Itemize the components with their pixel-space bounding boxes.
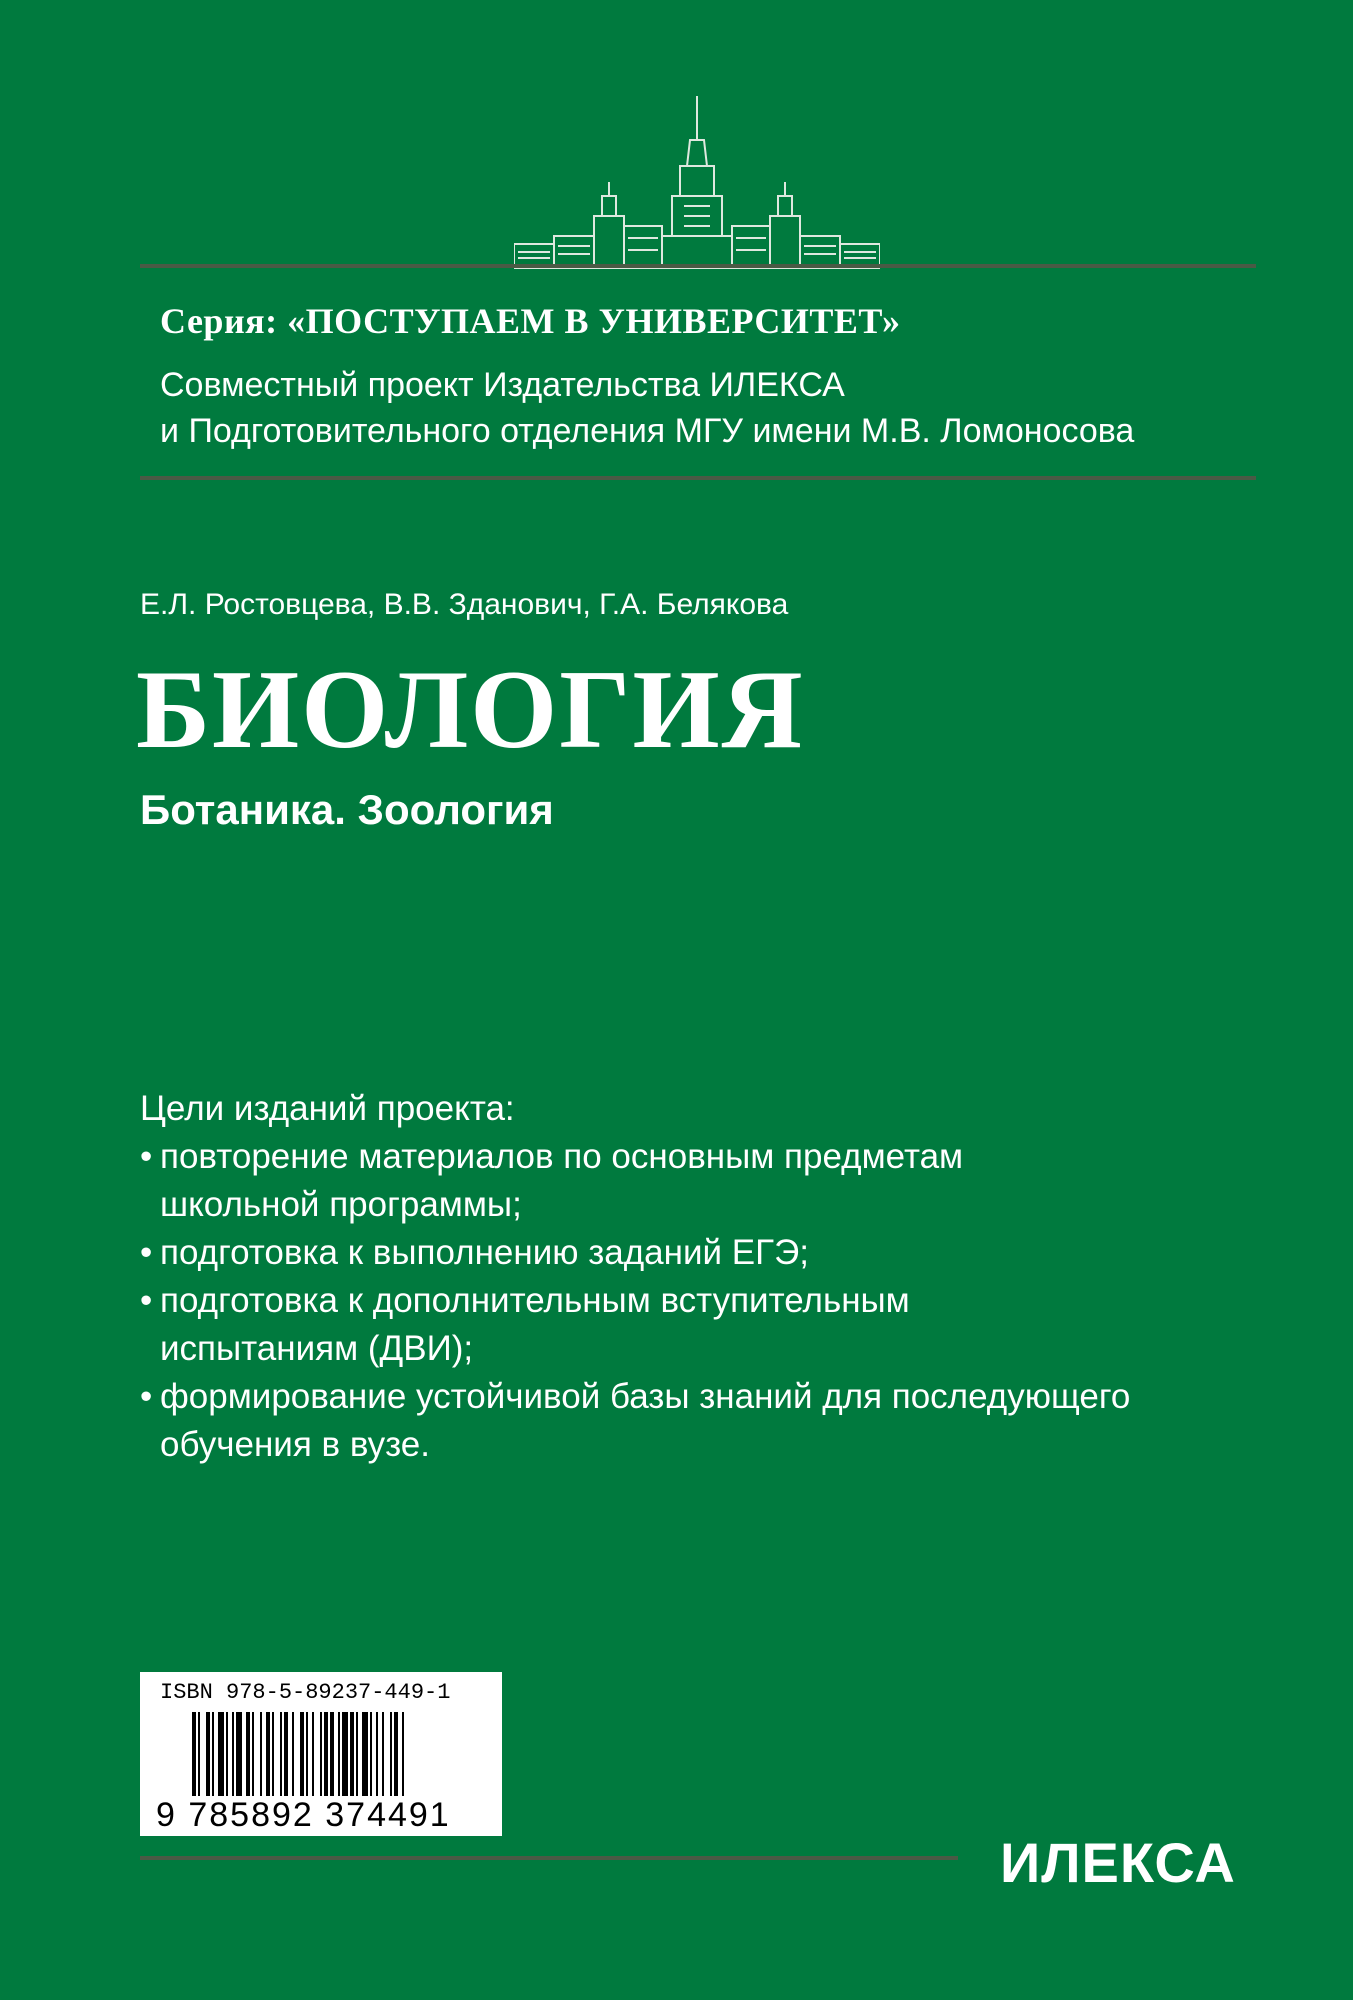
isbn-barcode-block: [140, 1672, 502, 1836]
middle-divider: [140, 476, 1256, 480]
top-divider: [140, 264, 1256, 268]
barcode-digits: 9 785892 374491: [156, 1796, 451, 1834]
msu-building-icon: [514, 96, 880, 277]
bullet-icon: •: [140, 1377, 153, 1416]
series-title: Серия: «ПОСТУПАЕМ В УНИВЕРСИТЕТ»: [160, 301, 901, 341]
bottom-divider: [140, 1856, 958, 1860]
bullet-icon: •: [140, 1233, 153, 1272]
project-line: и Подготовительного отделения МГУ имени М.В. Ломоносова: [160, 412, 1135, 450]
authors: Е.Л. Ростовцева, В.В. Зданович, Г.А. Белякова: [140, 588, 789, 621]
goals-heading: Цели изданий проекта:: [140, 1089, 515, 1128]
book-title: БИОЛОГИЯ: [136, 648, 805, 772]
project-description: [160, 362, 1134, 454]
publisher-name: ИЛЕКСА: [1000, 1831, 1236, 1894]
project-line: Совместный проект Издательства ИЛЕКСА: [160, 366, 845, 404]
list-item: • повторение материалов по основным предметам школьной программы;: [140, 1133, 1130, 1229]
project-goals: [140, 1085, 1130, 1469]
isbn-label: ISBN 978-5-89237-449-1: [160, 1680, 451, 1705]
bullet-icon: •: [140, 1137, 153, 1176]
list-item: • формирование устойчивой базы знаний для последующего обучения в вузе.: [140, 1373, 1130, 1469]
list-item: • подготовка к выполнению заданий ЕГЭ;: [140, 1229, 1130, 1277]
book-subtitle: Ботаника. Зоология: [140, 786, 554, 833]
barcode-icon: [192, 1712, 474, 1796]
bullet-icon: •: [140, 1281, 153, 1320]
list-item: • подготовка к дополнительным вступительным испытаниям (ДВИ);: [140, 1277, 1130, 1373]
